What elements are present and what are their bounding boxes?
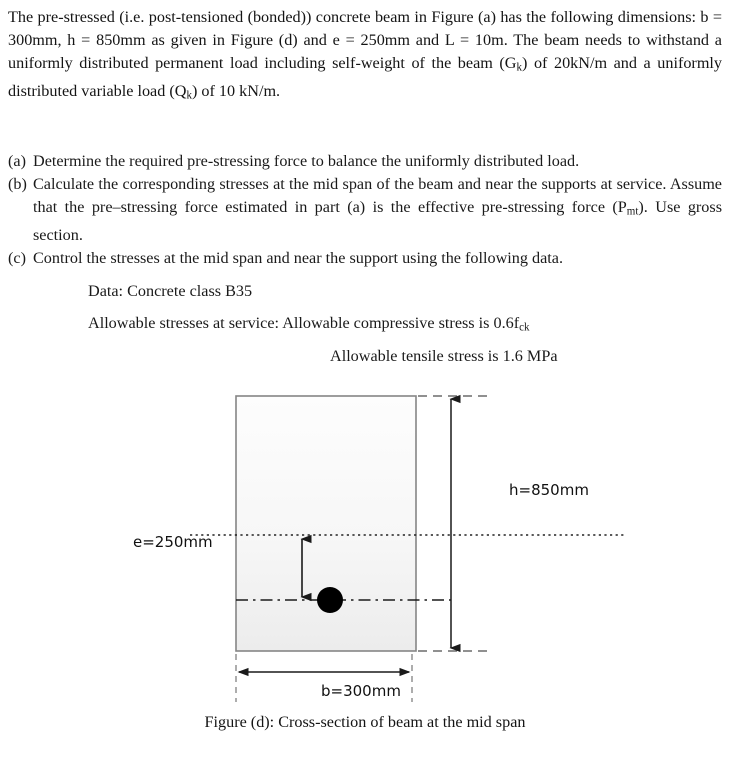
intro-paragraph xyxy=(8,6,722,108)
question-marker-a: (a) xyxy=(8,152,26,170)
intro-text-part-2: ) of 20kN/m and a uniformly distributed variable load (Q xyxy=(8,54,722,101)
question-marker-b: (b) xyxy=(8,175,27,194)
question-b-part-1: Calculate the corresponding stresses at the mid span of the beam and near the supports at service. Assume that the pre–stressing force estimated in part (a) is the effective pre-stressing force (P xyxy=(33,175,722,217)
allowable-compressive-subscript-ck: ck xyxy=(519,321,530,334)
question-text-b xyxy=(33,173,722,247)
question-b-part-2: ). Use gross section. xyxy=(33,198,722,245)
height-label: h=850mm xyxy=(509,481,589,499)
allowable-compressive-text: Allowable stresses at service: Allowable compressive stress is 0.6f xyxy=(88,314,520,332)
beam-cross-section-figure xyxy=(0,380,730,758)
figure-caption: Figure (d): Cross-section of beam at the mid span xyxy=(204,713,526,731)
intro-subscript-gk: k xyxy=(516,61,522,74)
question-text-c: Control the stresses at the mid span and near the support using the following data. xyxy=(33,249,564,268)
data-allowable-compressive-stress xyxy=(88,312,530,340)
question-list xyxy=(8,150,722,270)
eccentricity-label: e=250mm xyxy=(133,533,213,551)
question-text-a: Determine the required pre-stressing force to balance the uniformly distributed load. xyxy=(33,152,580,170)
question-item-b xyxy=(8,173,722,247)
intro-subscript-qk: k xyxy=(186,89,192,102)
prestressing-tendon-marker xyxy=(317,587,343,613)
question-b-subscript-pmt: mt xyxy=(626,205,639,218)
data-allowable-tensile-stress: Allowable tensile stress is 1.6 MPa xyxy=(330,347,558,365)
question-item-a xyxy=(8,150,722,173)
data-concrete-class: Data: Concrete class B35 xyxy=(88,282,253,300)
intro-text-part-1: The pre-stressed (i.e. post-tensioned (bonded)) concrete beam in Figure (a) has the following dimensions: b = 300mm, h = 850mm as given in Figure (d) and e = 250mm and L = 10m. The beam needs to withstand a uniformly distributed permanent load including self-weight of the beam (G xyxy=(8,8,722,73)
question-item-c xyxy=(8,247,722,270)
intro-text-part-3: ) of 10 kN/m. xyxy=(191,82,281,101)
concrete-section-outline xyxy=(236,396,416,651)
question-marker-c: (c) xyxy=(8,249,26,268)
cross-section-drawing xyxy=(0,380,730,710)
width-label: b=300mm xyxy=(321,682,401,700)
